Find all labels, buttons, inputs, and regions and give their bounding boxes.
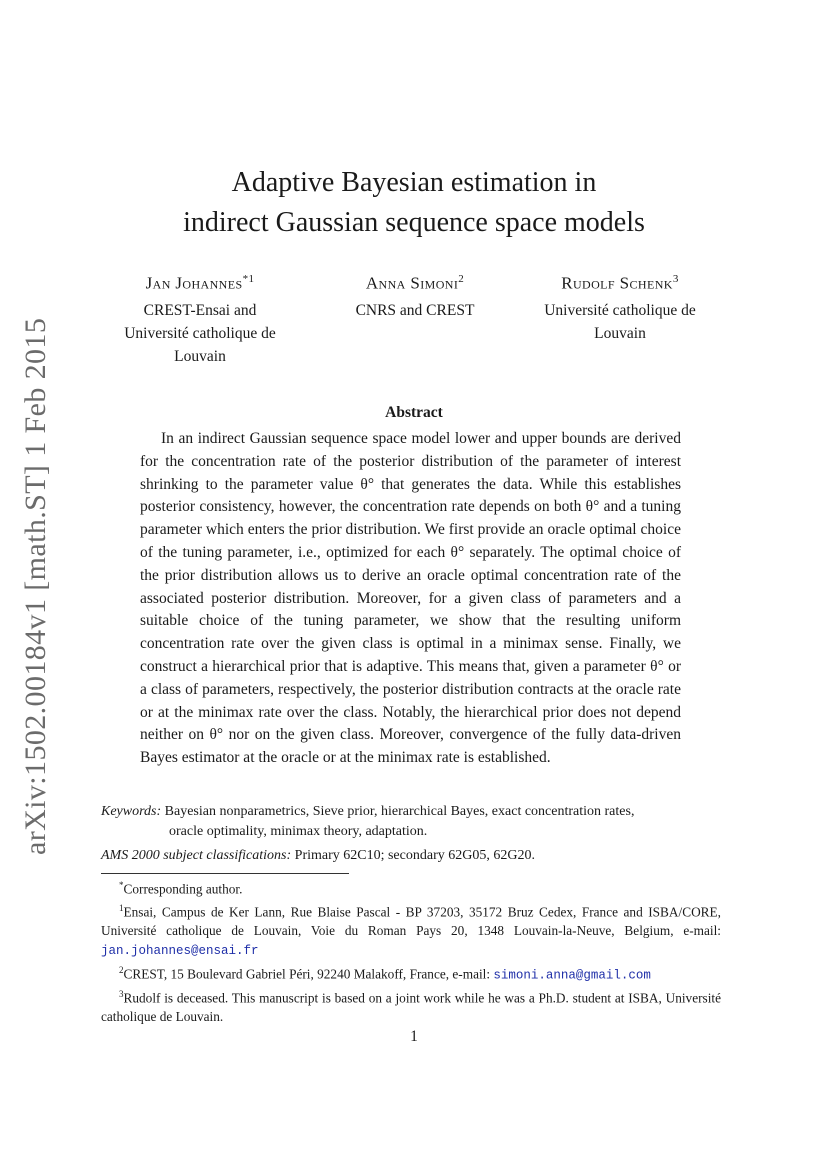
keywords-text-cont: oracle optimality, minimax theory, adaptation. (169, 824, 428, 839)
paper-title-line-2: indirect Gaussian sequence space models (183, 207, 645, 238)
footnote-2: $^2$CREST, 15 Boulevard Gabriel Péri, 92240 Malakoff, France, e-mail: simoni.anna@gmail.com (119, 964, 651, 983)
paper-title-line-1: Adaptive Bayesian estimation in (231, 167, 597, 198)
author-affiliation: Université catholique de Louvain (544, 301, 696, 342)
author-affiliation: CREST-Ensai and Université catholique de Louvain (124, 301, 276, 365)
footnotes (101, 876, 721, 1027)
arxiv-identifier: arXiv:1502.00184v1 [math.ST] 1 Feb 2015 (19, 317, 52, 855)
author-name: Rudolf Schenk$^3$ (561, 273, 679, 293)
footnote-rule (101, 873, 349, 874)
abstract-body: In an indirect Gaussian sequence space model lower and upper bounds are derived for the concentration rate of the posterior distribution of the parameter of interest shrinking to the parameter value θ° that generates the data. While this establishes posterior consistency, however, the concentration rate depends on both θ° and a tuning parameter which enters the prior distribution. We first provide an oracle optimal choice of the tuning parameter, i.e., optimized for each θ° separately. The optimal choice of the prior distribution allows us to derive an oracle optimal concentration rate of the associated posterior distribution. Moreover, for a given class of parameters and a suitable choice of the tuning parameter, we show that the resulting uniform concentration rate over the given class is optimal in a minimax sense. Finally, we construct a hierarchical prior that is adaptive. This means that, given a parameter θ° or a class of parameters, respectively, the posterior distribution contracts at the oracle rate or at the minimax rate over the class. Notably, the hierarchical prior does not depend neither on θ° nor on the given class. Moreover, convergence of the fully data-driven Bayes estimator at the oracle or at the minimax rate is established. (140, 430, 681, 767)
author-block (530, 268, 710, 345)
ams-text: Primary 62C10; secondary 62G05, 62G20. (294, 848, 535, 863)
footnote-1: $^1$Ensai, Campus de Ker Lann, Rue Blaise Pascal - BP 37203, 35172 Bruz Cedex, France and ISBA/CORE, Université catholique de Louvain, Voie du Roman Pays 20, 1348 Louvain-la-Neuve, Belgium, e-mail: jan.johannes@ensai.fr (101, 903, 721, 958)
keywords-label: Keywords: (101, 804, 162, 819)
author-name: Jan Johannes$^{*1}$ (145, 273, 255, 293)
ams-label: AMS 2000 subject classifications: (101, 848, 292, 863)
footnote-3: $^3$Rudolf is deceased. This manuscript is based on a joint work while he was a Ph.D. student at ISBA, Université catholique de Louvain. (101, 988, 721, 1024)
keywords (101, 802, 681, 842)
author-block (325, 268, 505, 322)
author-affiliation: CNRS and CREST (355, 301, 475, 319)
author-block (110, 268, 290, 368)
abstract-heading: Abstract (385, 404, 443, 421)
page-number: 1 (410, 1028, 418, 1045)
email-link-johannes[interactable]: jan.johannes@ensai.fr (101, 943, 259, 958)
ams-classification (101, 846, 701, 866)
author-name: Anna Simoni$^2$ (365, 273, 465, 293)
keywords-text: Bayesian nonparametrics, Sieve prior, hierarchical Bayes, exact concentration rates, (164, 804, 635, 819)
footnote-corresponding: *Corresponding author. (119, 880, 243, 897)
email-link-simoni[interactable]: simoni.anna@gmail.com (493, 968, 651, 983)
